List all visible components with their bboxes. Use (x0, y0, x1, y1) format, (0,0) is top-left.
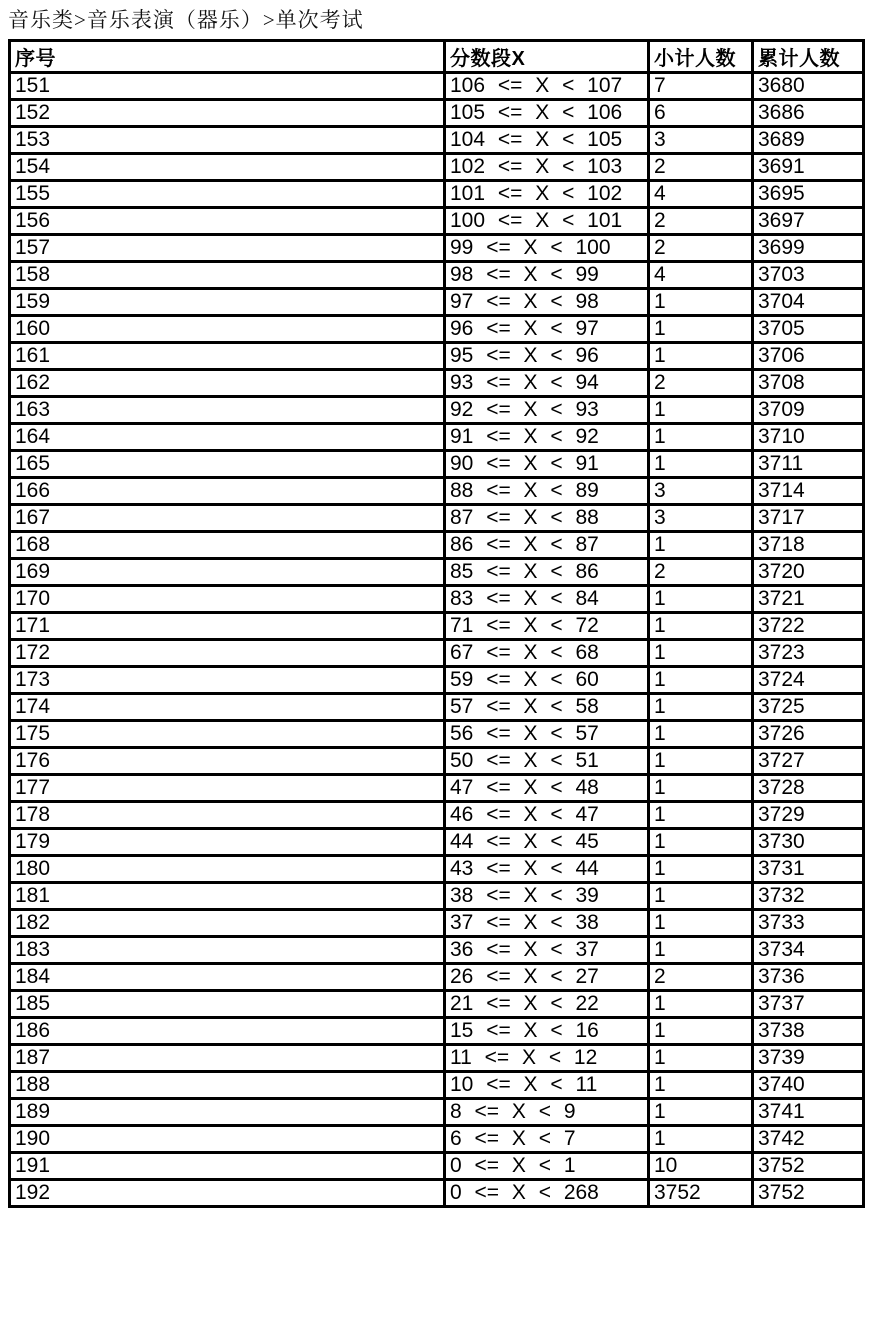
header-score-range: 分数段X (445, 41, 649, 73)
cell-subtotal-count: 1 (649, 1045, 753, 1072)
cell-score-range: 8 <= X < 9 (445, 1099, 649, 1126)
table-row (10, 586, 864, 613)
cell-subtotal-count: 3 (649, 505, 753, 532)
score-distribution-table (8, 39, 865, 1208)
cell-subtotal-count: 4 (649, 181, 753, 208)
cell-serial-number: 180 (10, 856, 445, 883)
cell-subtotal-count: 3752 (649, 1180, 753, 1207)
cell-score-range: 0 <= X < 1 (445, 1153, 649, 1180)
cell-subtotal-count: 1 (649, 910, 753, 937)
cell-subtotal-count: 1 (649, 937, 753, 964)
cell-subtotal-count: 1 (649, 1099, 753, 1126)
cell-serial-number: 162 (10, 370, 445, 397)
cell-serial-number: 166 (10, 478, 445, 505)
table-row (10, 667, 864, 694)
cell-serial-number: 169 (10, 559, 445, 586)
cell-serial-number: 161 (10, 343, 445, 370)
cell-score-range: 85 <= X < 86 (445, 559, 649, 586)
cell-subtotal-count: 2 (649, 154, 753, 181)
header-serial-number: 序号 (10, 41, 445, 73)
table-row (10, 775, 864, 802)
table-header-row (10, 41, 864, 73)
table-row (10, 397, 864, 424)
table-row (10, 613, 864, 640)
table-row (10, 343, 864, 370)
cell-cumulative-count: 3708 (753, 370, 864, 397)
cell-score-range: 38 <= X < 39 (445, 883, 649, 910)
table-row (10, 964, 864, 991)
table-row (10, 262, 864, 289)
cell-serial-number: 167 (10, 505, 445, 532)
cell-score-range: 15 <= X < 16 (445, 1018, 649, 1045)
cell-serial-number: 159 (10, 289, 445, 316)
cell-serial-number: 186 (10, 1018, 445, 1045)
cell-cumulative-count: 3720 (753, 559, 864, 586)
table-row (10, 154, 864, 181)
cell-score-range: 43 <= X < 44 (445, 856, 649, 883)
cell-subtotal-count: 1 (649, 775, 753, 802)
cell-cumulative-count: 3730 (753, 829, 864, 856)
cell-subtotal-count: 1 (649, 694, 753, 721)
cell-score-range: 83 <= X < 84 (445, 586, 649, 613)
cell-serial-number: 163 (10, 397, 445, 424)
cell-subtotal-count: 1 (649, 721, 753, 748)
table-row (10, 208, 864, 235)
cell-cumulative-count: 3721 (753, 586, 864, 613)
cell-subtotal-count: 1 (649, 883, 753, 910)
cell-subtotal-count: 1 (649, 316, 753, 343)
cell-cumulative-count: 3699 (753, 235, 864, 262)
cell-subtotal-count: 1 (649, 451, 753, 478)
table-row (10, 289, 864, 316)
table-row (10, 910, 864, 937)
cell-serial-number: 154 (10, 154, 445, 181)
cell-subtotal-count: 1 (649, 991, 753, 1018)
cell-subtotal-count: 2 (649, 370, 753, 397)
cell-subtotal-count: 10 (649, 1153, 753, 1180)
cell-cumulative-count: 3726 (753, 721, 864, 748)
cell-subtotal-count: 3 (649, 478, 753, 505)
cell-cumulative-count: 3705 (753, 316, 864, 343)
cell-cumulative-count: 3695 (753, 181, 864, 208)
table-row (10, 235, 864, 262)
cell-cumulative-count: 3733 (753, 910, 864, 937)
cell-cumulative-count: 3752 (753, 1153, 864, 1180)
cell-subtotal-count: 2 (649, 964, 753, 991)
cell-subtotal-count: 1 (649, 856, 753, 883)
table-row (10, 694, 864, 721)
cell-serial-number: 192 (10, 1180, 445, 1207)
cell-score-range: 102 <= X < 103 (445, 154, 649, 181)
table-row (10, 127, 864, 154)
table-row (10, 1180, 864, 1207)
cell-score-range: 67 <= X < 68 (445, 640, 649, 667)
cell-cumulative-count: 3752 (753, 1180, 864, 1207)
cell-score-range: 71 <= X < 72 (445, 613, 649, 640)
cell-serial-number: 172 (10, 640, 445, 667)
cell-serial-number: 151 (10, 73, 445, 100)
cell-cumulative-count: 3718 (753, 532, 864, 559)
cell-subtotal-count: 1 (649, 1018, 753, 1045)
cell-score-range: 106 <= X < 107 (445, 73, 649, 100)
cell-subtotal-count: 2 (649, 559, 753, 586)
cell-subtotal-count: 1 (649, 829, 753, 856)
cell-score-range: 92 <= X < 93 (445, 397, 649, 424)
cell-subtotal-count: 3 (649, 127, 753, 154)
table-row (10, 937, 864, 964)
table-row (10, 856, 864, 883)
cell-serial-number: 189 (10, 1099, 445, 1126)
table-row (10, 721, 864, 748)
table-row (10, 1045, 864, 1072)
cell-score-range: 0 <= X < 268 (445, 1180, 649, 1207)
table-row (10, 181, 864, 208)
cell-score-range: 36 <= X < 37 (445, 937, 649, 964)
table-body (10, 73, 864, 1207)
cell-subtotal-count: 1 (649, 397, 753, 424)
cell-serial-number: 170 (10, 586, 445, 613)
cell-subtotal-count: 1 (649, 289, 753, 316)
table-row (10, 1153, 864, 1180)
cell-cumulative-count: 3731 (753, 856, 864, 883)
cell-score-range: 10 <= X < 11 (445, 1072, 649, 1099)
cell-score-range: 99 <= X < 100 (445, 235, 649, 262)
cell-subtotal-count: 1 (649, 424, 753, 451)
cell-score-range: 97 <= X < 98 (445, 289, 649, 316)
cell-cumulative-count: 3722 (753, 613, 864, 640)
cell-serial-number: 153 (10, 127, 445, 154)
cell-cumulative-count: 3704 (753, 289, 864, 316)
cell-subtotal-count: 1 (649, 343, 753, 370)
table-row (10, 559, 864, 586)
table-row (10, 1018, 864, 1045)
table-row (10, 370, 864, 397)
cell-cumulative-count: 3739 (753, 1045, 864, 1072)
cell-cumulative-count: 3740 (753, 1072, 864, 1099)
cell-subtotal-count: 1 (649, 748, 753, 775)
cell-score-range: 93 <= X < 94 (445, 370, 649, 397)
table-row (10, 532, 864, 559)
cell-cumulative-count: 3697 (753, 208, 864, 235)
cell-subtotal-count: 1 (649, 667, 753, 694)
cell-serial-number: 188 (10, 1072, 445, 1099)
cell-score-range: 6 <= X < 7 (445, 1126, 649, 1153)
cell-cumulative-count: 3732 (753, 883, 864, 910)
cell-score-range: 37 <= X < 38 (445, 910, 649, 937)
cell-score-range: 44 <= X < 45 (445, 829, 649, 856)
cell-serial-number: 181 (10, 883, 445, 910)
header-cumulative-count: 累计人数 (753, 41, 864, 73)
header-subtotal-count: 小计人数 (649, 41, 753, 73)
table-row (10, 1099, 864, 1126)
cell-serial-number: 152 (10, 100, 445, 127)
cell-score-range: 86 <= X < 87 (445, 532, 649, 559)
cell-cumulative-count: 3711 (753, 451, 864, 478)
cell-cumulative-count: 3709 (753, 397, 864, 424)
cell-subtotal-count: 7 (649, 73, 753, 100)
cell-cumulative-count: 3680 (753, 73, 864, 100)
cell-serial-number: 160 (10, 316, 445, 343)
cell-score-range: 50 <= X < 51 (445, 748, 649, 775)
cell-subtotal-count: 1 (649, 586, 753, 613)
cell-cumulative-count: 3736 (753, 964, 864, 991)
cell-cumulative-count: 3741 (753, 1099, 864, 1126)
cell-serial-number: 177 (10, 775, 445, 802)
table-row (10, 991, 864, 1018)
cell-score-range: 105 <= X < 106 (445, 100, 649, 127)
cell-score-range: 96 <= X < 97 (445, 316, 649, 343)
cell-score-range: 56 <= X < 57 (445, 721, 649, 748)
cell-serial-number: 157 (10, 235, 445, 262)
cell-serial-number: 176 (10, 748, 445, 775)
cell-serial-number: 174 (10, 694, 445, 721)
cell-subtotal-count: 2 (649, 208, 753, 235)
cell-subtotal-count: 4 (649, 262, 753, 289)
cell-serial-number: 190 (10, 1126, 445, 1153)
table-row (10, 829, 864, 856)
cell-score-range: 26 <= X < 27 (445, 964, 649, 991)
cell-cumulative-count: 3728 (753, 775, 864, 802)
cell-serial-number: 185 (10, 991, 445, 1018)
cell-score-range: 47 <= X < 48 (445, 775, 649, 802)
cell-cumulative-count: 3706 (753, 343, 864, 370)
cell-cumulative-count: 3729 (753, 802, 864, 829)
cell-subtotal-count: 1 (649, 1126, 753, 1153)
cell-serial-number: 171 (10, 613, 445, 640)
cell-cumulative-count: 3734 (753, 937, 864, 964)
cell-subtotal-count: 1 (649, 532, 753, 559)
table-row (10, 316, 864, 343)
cell-cumulative-count: 3737 (753, 991, 864, 1018)
cell-cumulative-count: 3717 (753, 505, 864, 532)
cell-serial-number: 179 (10, 829, 445, 856)
table-row (10, 73, 864, 100)
cell-cumulative-count: 3742 (753, 1126, 864, 1153)
cell-serial-number: 165 (10, 451, 445, 478)
table-row (10, 424, 864, 451)
cell-score-range: 91 <= X < 92 (445, 424, 649, 451)
cell-score-range: 59 <= X < 60 (445, 667, 649, 694)
cell-cumulative-count: 3710 (753, 424, 864, 451)
cell-serial-number: 191 (10, 1153, 445, 1180)
cell-score-range: 90 <= X < 91 (445, 451, 649, 478)
cell-cumulative-count: 3689 (753, 127, 864, 154)
table-row (10, 802, 864, 829)
cell-cumulative-count: 3686 (753, 100, 864, 127)
cell-score-range: 87 <= X < 88 (445, 505, 649, 532)
table-row (10, 478, 864, 505)
cell-score-range: 21 <= X < 22 (445, 991, 649, 1018)
cell-serial-number: 155 (10, 181, 445, 208)
table-row (10, 883, 864, 910)
cell-serial-number: 178 (10, 802, 445, 829)
cell-cumulative-count: 3738 (753, 1018, 864, 1045)
cell-cumulative-count: 3714 (753, 478, 864, 505)
cell-serial-number: 158 (10, 262, 445, 289)
cell-score-range: 104 <= X < 105 (445, 127, 649, 154)
cell-cumulative-count: 3723 (753, 640, 864, 667)
cell-cumulative-count: 3724 (753, 667, 864, 694)
table-row (10, 640, 864, 667)
cell-score-range: 88 <= X < 89 (445, 478, 649, 505)
cell-score-range: 11 <= X < 12 (445, 1045, 649, 1072)
cell-cumulative-count: 3703 (753, 262, 864, 289)
cell-serial-number: 164 (10, 424, 445, 451)
cell-score-range: 101 <= X < 102 (445, 181, 649, 208)
cell-serial-number: 173 (10, 667, 445, 694)
cell-serial-number: 156 (10, 208, 445, 235)
table-row (10, 451, 864, 478)
cell-cumulative-count: 3691 (753, 154, 864, 181)
cell-score-range: 46 <= X < 47 (445, 802, 649, 829)
table-row (10, 100, 864, 127)
cell-subtotal-count: 1 (649, 1072, 753, 1099)
cell-subtotal-count: 1 (649, 613, 753, 640)
cell-subtotal-count: 1 (649, 802, 753, 829)
table-row (10, 505, 864, 532)
table-row (10, 748, 864, 775)
cell-subtotal-count: 6 (649, 100, 753, 127)
cell-cumulative-count: 3725 (753, 694, 864, 721)
cell-subtotal-count: 1 (649, 640, 753, 667)
page-title: 音乐类>音乐表演（器乐）>单次考试 (8, 8, 364, 32)
cell-score-range: 98 <= X < 99 (445, 262, 649, 289)
cell-serial-number: 182 (10, 910, 445, 937)
cell-serial-number: 187 (10, 1045, 445, 1072)
cell-score-range: 100 <= X < 101 (445, 208, 649, 235)
table-row (10, 1072, 864, 1099)
table-row (10, 1126, 864, 1153)
cell-serial-number: 168 (10, 532, 445, 559)
cell-serial-number: 183 (10, 937, 445, 964)
cell-score-range: 57 <= X < 58 (445, 694, 649, 721)
cell-subtotal-count: 2 (649, 235, 753, 262)
cell-serial-number: 184 (10, 964, 445, 991)
cell-serial-number: 175 (10, 721, 445, 748)
cell-score-range: 95 <= X < 96 (445, 343, 649, 370)
cell-cumulative-count: 3727 (753, 748, 864, 775)
